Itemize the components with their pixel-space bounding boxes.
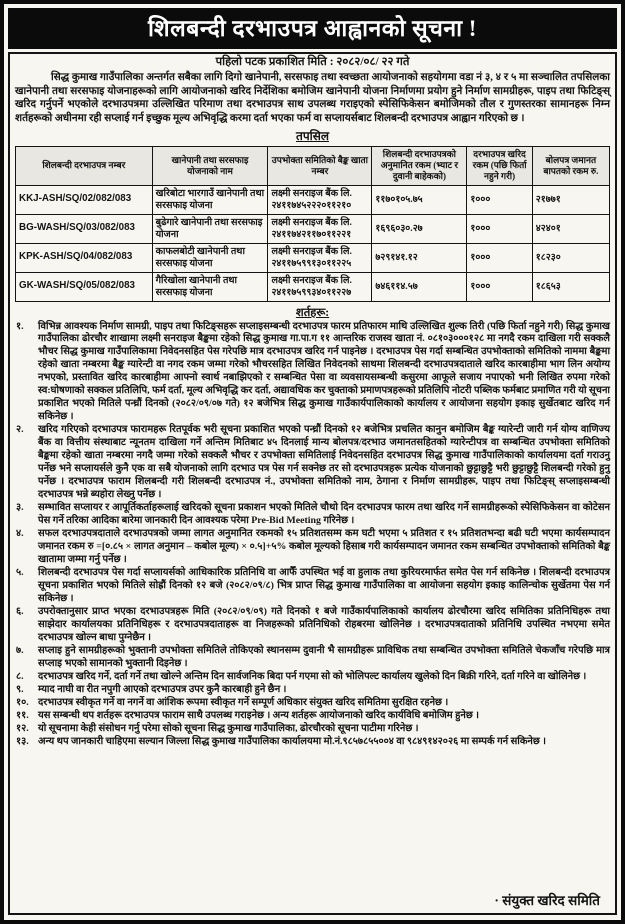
notice-title: शिलबन्दी दरभाउपत्र आह्वानको सूचना ! — [8, 8, 617, 49]
term-number: ४. — [16, 528, 24, 539]
term-item — [15, 502, 610, 528]
bank-account — [268, 243, 372, 272]
term-number: १३. — [16, 735, 29, 747]
term-item — [15, 710, 610, 723]
term-item — [15, 723, 610, 736]
project-name: काफलबोटी खानेपानी तथा सरसफाइ योजना — [152, 243, 268, 272]
term-item — [15, 528, 610, 567]
estimated-amount: १६९६०३०.२७ — [372, 214, 467, 243]
bid-bond-amount: ४२४०१ — [532, 214, 609, 243]
term-text: खरिद गरिएको दरभाउपत्र फारामहरू रितपूर्वक भरी सूचना प्रकाशित भएको पन्ध्रौं दिनको १२ बजेभित्र प्रचलित कानुन बमोजिम बैङ्क ग्यारेन्टी जारी गर्न योग्य वाणिज्य बैंक वा वित्तीय संस्थाबाट न्यूनतम दाखिला गर्ने अन्तिम मितिबाट ४५ दिनलाई मान्य बोलपत्र/दरभाउ जमानतसहितको ग्यारेन्टीपत्र वा सम्बन्धित उपभोक्ता समितिको बैङ्कमा रहेको खाता नम्बरमा नगदै जम्मा गरेको सक्कलै भौचर र उपभोक्ता समितिलाई निवेदनसहित दरभाउपत्र सिद्ध कुमाख गाउँपालिकाको कार्यालयमा दर्ता गराउनु पर्नेछ भने सप्लायर्सले कुनै एक वा सबै योजनाको लागि दरभाउ पत्र पेस गर्न सक्नेछ तर सो दरभाउपत्रहरू प्रत्येक योजनाको छुट्टाछुट्टै भरी छुट्टाछुट्टै शिलबन्दी गरेको हुनु पर्नेछ । दरभाउपत्र फाराम शिलबन्दी गरी शिलबन्दी दरभाउपत्र नं., उपभोक्ता समितिको नाम, ठेगाना र निर्माण सामग्रीहरू, पाइप तथा फिटिङ्स् सप्लाइसम्बन्धी दरभाउपत्र भन्ने ब्यहोरा लेख्नु पर्नेछ । — [38, 424, 610, 501]
table-row — [16, 185, 610, 214]
project-name: बुढेगारे खानेपानी तथा सरसफाइ योजना — [152, 214, 268, 243]
term-text: विभिन्न आवश्यक निर्माण सामग्री, पाइप तथा फिटिङ्सहरू सप्लाइसम्बन्धी दरभाउपत्र फारम प्रतिफारम माथि उल्लिखित शुल्क तिरी (पछि फिर्ता नहुने गरी) सिद्ध कुमाख गाउँपालिका ढोरचौर शाखामा लक्ष्मी सनराइज बैङ्कमा रहेको सिद्ध कुमाख गा.पा.ग ११ आन्तरिक राजस्व खाता नं. ०८१०३०००१२८ मा नगदै रकम दाखिला गरी सक्कलै भौचर सिद्ध कुमाख गाउँपालिकामा निवेदनसहित पेस गरेपछि मात्र दरभाउपत्र खरिद गर्न पाइनेछ । दरभाउपत्र पेस गर्दा सम्बन्धित उपभोक्ताको समितिको नाममा बैङ्कमा रहेको खाता नम्बरमा बैङ्क ग्यारेन्टी वा नगद रकम जम्मा गरेको भौचरसहित लिखित निवेदनको साथमा शिलबन्दी दरभाउपत्रदाताले खरिद कारबाहीमा भाग लिन अयोग्य नभएको, प्रस्तावित खरिद कारबाहीमा आफ्नो स्वार्थ नबाझिएको र सम्बन्धित पेसा वा व्यवसायसम्बन्धी कसुरमा आफूले सजाय नपाएको भनी लिखित रुपमा गरेको स्व:घोषणाको सक्कल प्रतिलिपि, फर्म दर्ता, मूल्य अभिवृद्धि कर दर्ता, अद्यावधिक कर चुक्ताको प्रमाणपत्रहरूको प्रतिलिपि नोटरी पब्लिक फर्मबाट प्रमाणित गरी यो सूचना प्रकाशित भएको मितिले पन्ध्रौं दिनको (२०८२/०९/०७ गते) १२ बजेभित्र सिद्ध कुमाख गाउँकार्यपालिकाको कार्यालय र आयोजना सहयोग इकाइ सुर्खेतबाट खरिद गर्न सकिनेछ । — [38, 320, 610, 423]
bank-account-number: २४११७४२११७०११२२१ — [271, 228, 352, 240]
term-number: ३. — [16, 502, 24, 514]
estimated-amount: ७४६११४.५७ — [372, 272, 467, 301]
table-header-row — [16, 146, 610, 185]
term-text: दरभाउपत्र स्वीकृत गर्ने वा नगर्ने वा आंशिक रूपमा स्वीकृत गर्ने सम्पूर्ण अधिकार संयुक्त खरिद समितिमा सुरक्षित रहनेछ । — [38, 696, 449, 708]
estimated-amount: ११७०१०५.७५ — [372, 185, 467, 214]
col-header-tender-number: शिलबन्दी दरभाउपत्र नम्बर — [16, 146, 153, 185]
purchase-fee: १००० — [467, 214, 532, 243]
term-item — [15, 645, 610, 671]
purchase-fee: १००० — [467, 272, 532, 301]
bank-account — [268, 214, 372, 243]
notice-body — [8, 52, 617, 915]
bid-bond-amount: १८२३० — [532, 243, 609, 272]
term-text: उपरोक्तानुसार प्राप्त भएका दरभाउपत्रहरू मिति (२०८२/०९/०९) गते दिनको १ बजे गाउँकार्यपालिकाको कार्यालय ढोरचौरमा खरिद समितिका प्रतिनिधिहरू तथा साझेदार कार्यालयका प्रतिनिधिहरू र दरभाउपत्रदाताहरू वा निजहरूको प्रतिनिधिको रोहबरमा खोलिनेछ । दरभाउपत्रदाताको प्रतिनिधि उपस्थित नभएमा समेत दरभाउपत्र खोल्न बाधा पुग्नेछैन । — [38, 605, 610, 643]
bank-account-number: २४११७४५२२२०११२१० — [271, 199, 352, 211]
bid-bond-amount: १८६५३ — [532, 272, 609, 301]
term-text: सम्भावित सप्लायर र आपूर्तिकर्ताहरूलाई खरिदको सूचना प्रकाशन भएको मितिले चौथो दिन दरभाउपत्र फारम तथा खरिद गर्ने सामग्रीहरूको स्पेसिफिकेसन वा कोटेसन पेस गर्ने तरिका आदिका बारेमा जानकारी दिन आवश्यक परेमा Pre-Bid Meeting गरिनेछ । — [38, 502, 610, 527]
table-row — [16, 243, 610, 272]
term-number: ११. — [16, 709, 29, 721]
bank-name: लक्ष्मी सनराइज बैंक लि. — [271, 245, 352, 257]
term-item — [15, 697, 610, 710]
term-text: म्याद नाघी वा रीत नपुगी आएको दरभाउपत्र उपर कुनै कारबाही हुने छैन । — [38, 683, 287, 695]
term-item — [15, 671, 610, 684]
term-item — [15, 567, 610, 606]
tender-code: KPK-ASH/SQ/04/082/083 — [16, 243, 153, 272]
term-number: २. — [16, 424, 24, 436]
term-number: ५. — [16, 566, 24, 578]
bank-name: लक्ष्मी सनराइज बैंक लि. — [271, 216, 352, 228]
issuer-signature: · संयुक्त खरिद समिति — [494, 893, 600, 908]
term-number: १०. — [16, 696, 29, 708]
term-text: अन्य थप जानकारी चाहिएमा सल्यान जिल्ला सिद्ध कुमाख गाउँपालिका कार्यालयमा मो.नं.९८५७८५५००४ वा ९८४९१४२०२६ मा सम्पर्क गर्न सकिनेछ । — [38, 735, 547, 747]
bank-account — [268, 185, 372, 214]
term-text: सप्लाइ हुने सामग्रीहरूको भुक्तानी उपभोक्ता समितिले तोकिएको स्थानसम्म दुवानी भै सामग्रीहरू प्राविधिक तथा सम्बन्धित उपभोक्ता समितिले चेकजाँच गरेपछि मात्र सप्लाइ भएको सामानको भुक्तानी दिइनेछ । — [38, 644, 610, 669]
tender-code: BG-WASH/SQ/03/082/083 — [16, 214, 153, 243]
term-text: यो सूचनामा केही संसोधन गर्नु परेमा सोको सूचना सिद्ध कुमाख गाउँपालिका, ढोरचौरको सूचना पाटीमा गरिनेछ । — [38, 722, 419, 734]
tender-code: GK-WASH/SQ/05/082/083 — [16, 272, 153, 301]
table-row — [16, 272, 610, 301]
published-date-line: पहिलो पटक प्रकाशित मिति : २०८२/०८/ २२ गते — [215, 56, 410, 68]
terms-list — [15, 321, 610, 749]
term-number: ७. — [16, 644, 24, 656]
tender-code: KKJ-ASH/SQ/02/082/083 — [16, 185, 153, 214]
project-name: खरिबोटा भारगाउँ खानेपानी तथा सरसफाइ योजना — [152, 185, 268, 214]
terms-heading: शर्तहरू: — [295, 306, 330, 319]
purchase-fee: १००० — [467, 243, 532, 272]
term-number: ६. — [16, 605, 24, 617]
term-number: १२. — [16, 722, 29, 734]
bank-name: लक्ष्मी सनराइज बैंक लि. — [271, 274, 352, 286]
term-item — [15, 736, 610, 749]
col-header-estimated-amount: शिलबन्दी दरभाउपत्रको अनुमानित रकम (भ्याट र दुवानी बाहेकको) — [372, 146, 467, 185]
term-text: यस सम्बन्धी थप शर्तहरू दरभाउपत्र फाराम साथै उपलब्ध गराइनेछ । अन्य शर्तहरू आयोजनाको खरिद कार्यविधि बमोजिम हुनेछ । — [38, 709, 480, 721]
estimated-amount: ७२९१४१.१२ — [372, 243, 467, 272]
term-item — [15, 606, 610, 645]
term-text: शिलबन्दी दरभाउपत्र पेस गर्दा सप्लायर्सको आधिकारिक प्रतिनिधि वा आफैँ उपस्थित भई वा हुलाक तथा कुरियरमार्फत समेत पेस गर्न सकिनेछ । शिलबन्दी दरभाउपत्र सूचना प्रकाशित भएको मितिले सोह्रौं दिनको १२ बजे (२०८२/०९/८) भित्र प्राप्त सिद्ध कुमाख गाउँपालिका वा आयोजना सहयोग इकाइ कालिन्चोक सुर्खेतमा पेस गर्न सकिनेछ । — [38, 566, 610, 604]
bid-bond-amount: २१७७१ — [532, 185, 609, 214]
bank-account-number: २४११७५९९१३०११२२५ — [271, 257, 352, 269]
term-text: सफल दरभाउपत्रदाताले दरभाउपत्रको जम्मा लागत अनुमानित रकमको १५ प्रतिशतसम्म कम घटी भएमा ५ प्रतिशत र १५ प्रतिशतभन्दा बढी घटी भएमा कार्यसम्पादन जमानत रकम रु =[०.८५ × लागत अनुमान – कबोल मूल्य) × ०.५]+५% कबोल मूल्यको हिसाब गरी कार्यसम्पादन जमानत रकम सम्बन्धित उपभोक्ताको समितिको बैङ्क खातामा जम्मा गर्नु पर्नेछ । — [38, 528, 610, 565]
project-name: गैरिखोला खानेपानी तथा सरसफाइ योजना — [152, 272, 268, 301]
bank-account — [268, 272, 372, 301]
tender-schedule-table — [15, 146, 610, 302]
col-header-project-name: खानेपानी तथा सरसफाइ योजनाको नाम — [152, 146, 268, 185]
term-text: दरभाउपत्र खरिद गर्ने, दर्ता गर्ने तथा खोल्ने अन्तिम दिन सार्वजनिक बिदा पर्न गएमा सो को भोलिपल्ट कार्यालय खुलेको दिन बिक्री गरिने, दर्ता गरिने वा खोलिनेछ । — [38, 670, 587, 682]
col-header-purchase-fee: दरभाउपत्र खरिद रकम (पछि फिर्ता नहुने गरी) — [467, 146, 532, 185]
term-number: १. — [16, 320, 24, 332]
term-item — [15, 684, 610, 697]
intro-paragraph: सिद्ध कुमाख गाउँपालिका अन्तर्गत सबैका लागि दिगो खानेपानी, सरसफाइ तथा स्वच्छता आयोजनाको सहयोगमा वडा नं ३, ४ र ५ मा सञ्चालित तपसिलका खानेपानी तथा सरसफाइ योजनाहरूको लागि आयोजनाको खरिद निर्देशिका बमोजिम खानेपानी योजना निर्माणमा प्रयोग हुने निर्माण सामग्रीहरू, पाइप तथा फिटिङ्स् खरिद गर्नुपर्ने भएकोले दरभाउपत्रमा उल्लिखित परिमाण तथा दरभाउपत्र साथ उपलब्ध गराइएको स्पेसिफिकेसन बमोजिमको तौल र गुणस्तरका सामानहरू निम्न शर्तहरूको अधीनमा रही सप्लाई गर्न इच्छुक मूल्य अभिवृद्धि करमा दर्ता भएका फर्म वा सप्लायर्सबाट शिलबन्दी दरभाउपत्र आह्वान गरिएको छ । — [15, 71, 610, 125]
term-item — [15, 424, 610, 502]
table-heading: तपसिल — [295, 128, 329, 143]
bank-account-number: २४११७५९९३४०११२२७ — [271, 286, 352, 298]
bank-name: लक्ष्मी सनराइज बैंक लि. — [271, 187, 352, 199]
col-header-bid-bond: बोलपत्र जमानत बापतको रकम रु. — [532, 146, 609, 185]
term-number: ८. — [16, 670, 24, 682]
purchase-fee: १००० — [467, 185, 532, 214]
term-number: ९. — [16, 683, 24, 695]
term-item — [15, 321, 610, 425]
table-row — [16, 214, 610, 243]
col-header-bank-account: उपभोक्ता समितिको बैङ्क खाता नम्बर — [268, 146, 372, 185]
